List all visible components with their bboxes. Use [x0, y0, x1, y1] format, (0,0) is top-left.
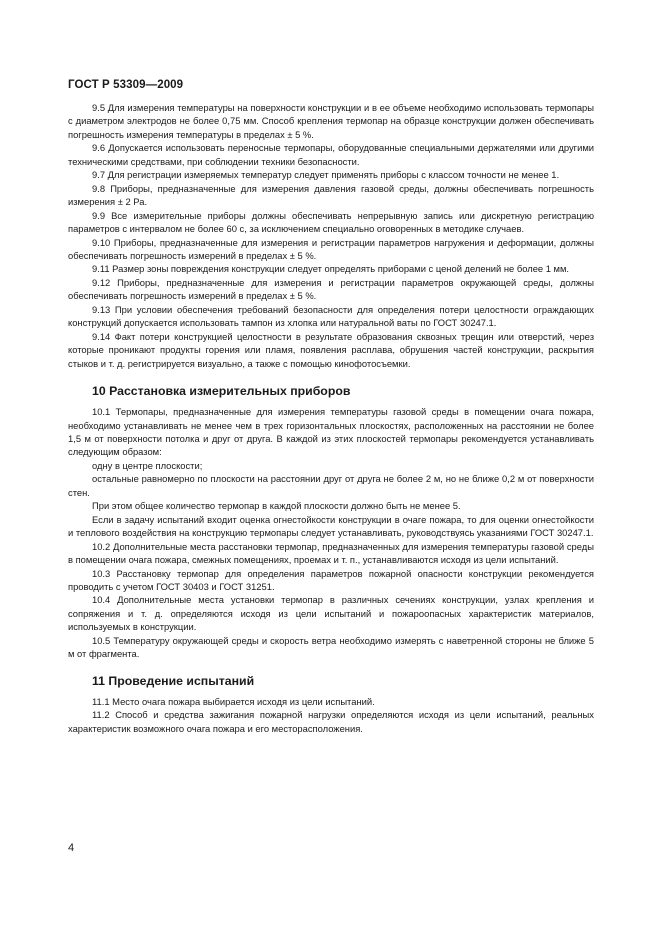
paragraph-9-6: 9.6 Допускается использовать переносные термопары, оборудованные специальными держателями или другими техническими средствами, при соблюдении техники безопасности. — [68, 142, 594, 167]
list-item-center: одну в центре плоскости; — [92, 459, 203, 471]
paragraph-9-11: 9.11 Размер зоны повреждения конструкции следует определять приборами с ценой делений не более 1 мм. — [92, 263, 570, 275]
paragraph-10-5: 10.5 Температуру окружающей среды и скорость ветра необходимо измерять с наветренной стороны не ближе 5 м от фрагмента. — [68, 634, 594, 660]
paragraph-10-3: 10.3 Расстановку термопар для определения параметров пожарной опасности конструкции рекомендуется проводить с учетом ГОСТ 30403 и ГОСТ 31251. — [68, 567, 594, 592]
paragraph-9-5: 9.5 Для измерения температуры на поверхности конструкции и в ее объеме необходимо использовать термопары с диаметром электродов не более 0,75 мм. Способ крепления термопар на образце конструкции должен обеспечивать погрешность измерения температуры в пределах ± 5 %. — [68, 102, 594, 140]
document-body — [68, 101, 594, 735]
paragraph-10-2: 10.2 Дополнительные места расстановки термопар, предназначенных для измерения температуры газовой среды в помещении очага пожара, смежных помещениях, проемах и т. п., устанавливаются исходя из цели испытаний. — [68, 540, 594, 566]
paragraph-9-12: 9.12 Приборы, предназначенные для измерения и регистрации параметров окружающей среды, должны обеспечивать погрешность измерений в пределах ± 5 %. — [68, 276, 594, 302]
paragraph-9-7: 9.7 Для регистрации измеряемых температур следует применять приборы с классом точности не менее 1. — [92, 169, 560, 181]
paragraph-fire-resistance: Если в задачу испытаний входит оценка огнестойкости конструкции в очаге пожара, то для оценки огнестойкости и теплового воздействия на конструкцию термопары следует устанавливать, руководствуясь указаниями ГОСТ 30247.1. — [68, 513, 594, 539]
paragraph-9-10: 9.10 Приборы, предназначенные для измерения и регистрации параметров нагружения и деформации, должны обеспечивать погрешность измерений в пределах ± 5 %. — [68, 236, 594, 261]
paragraph-9-9: 9.9 Все измерительные приборы должны обеспечивать непрерывную запись или дискретную регистрацию параметров с интервалом не более 60 с, за исключением специально оговоренных в методике случаев. — [68, 209, 594, 235]
paragraph-10-4: 10.4 Дополнительные места установки термопар в различных сечениях конструкции, узлах крепления и сопряжения и т. д. определяются исходя из цели испытаний и пожароопасных характеристик материалов, используемых в конструкции. — [68, 594, 594, 633]
paragraph-9-13: 9.13 При условии обеспечения требований безопасности для определения потери целостности ограждающих конструкций допускается использовать тампон из хлопка или натуральной ваты по ГОСТ 30247.1. — [68, 303, 594, 329]
paragraph-9-8: 9.8 Приборы, предназначенные для измерения давления газовой среды, должны обеспечивать погрешность измерения ± 2 Ра. — [68, 182, 594, 208]
paragraph-10-1: 10.1 Термопары, предназначенные для измерения температуры газовой среды в помещении очага пожара, необходимо устанавливать не менее чем в трех горизонтальных плоскостях, расположенных на расстоянии не более 1,5 м от поверхности потолка и друг от друга. В каждой из этих плоскостей термопары рекомендуется устанавливать следующим образом: — [68, 406, 594, 458]
paragraph-11-1: 11.1 Место очага пожара выбирается исходя из цели испытаний. — [92, 695, 375, 707]
section-11-heading: 11 Проведение испытаний — [92, 673, 255, 688]
document-header: ГОСТ Р 53309—2009 — [68, 79, 184, 91]
page-number: 4 — [68, 842, 75, 854]
section-10-heading: 10 Расстановка измерительных приборов — [92, 384, 351, 399]
paragraph-9-14: 9.14 Факт потери конструкцией целостности в результате образования сквозных трещин или отверстий, через которые проникают продукты горения или пламя, появления расплава, обрушения частей конструкции, раскрытия стыков и т. д. регистрируется визуально, а также с помощью кинофотосъемки. — [68, 330, 594, 369]
list-item-rest: остальные равномерно по плоскости на расстоянии друг от друга не более 2 м, но не ближе 0,2 м от поверхности стен. — [68, 473, 594, 498]
paragraph-11-2: 11.2 Способ и средства зажигания пожарной нагрузки определяются исходя из цели испытаний, реальных характеристик возможного очага пожара и его месторасположения. — [68, 709, 594, 734]
paragraph-total-count: При этом общее количество термопар в каждой плоскости должно быть не менее 5. — [92, 500, 461, 512]
